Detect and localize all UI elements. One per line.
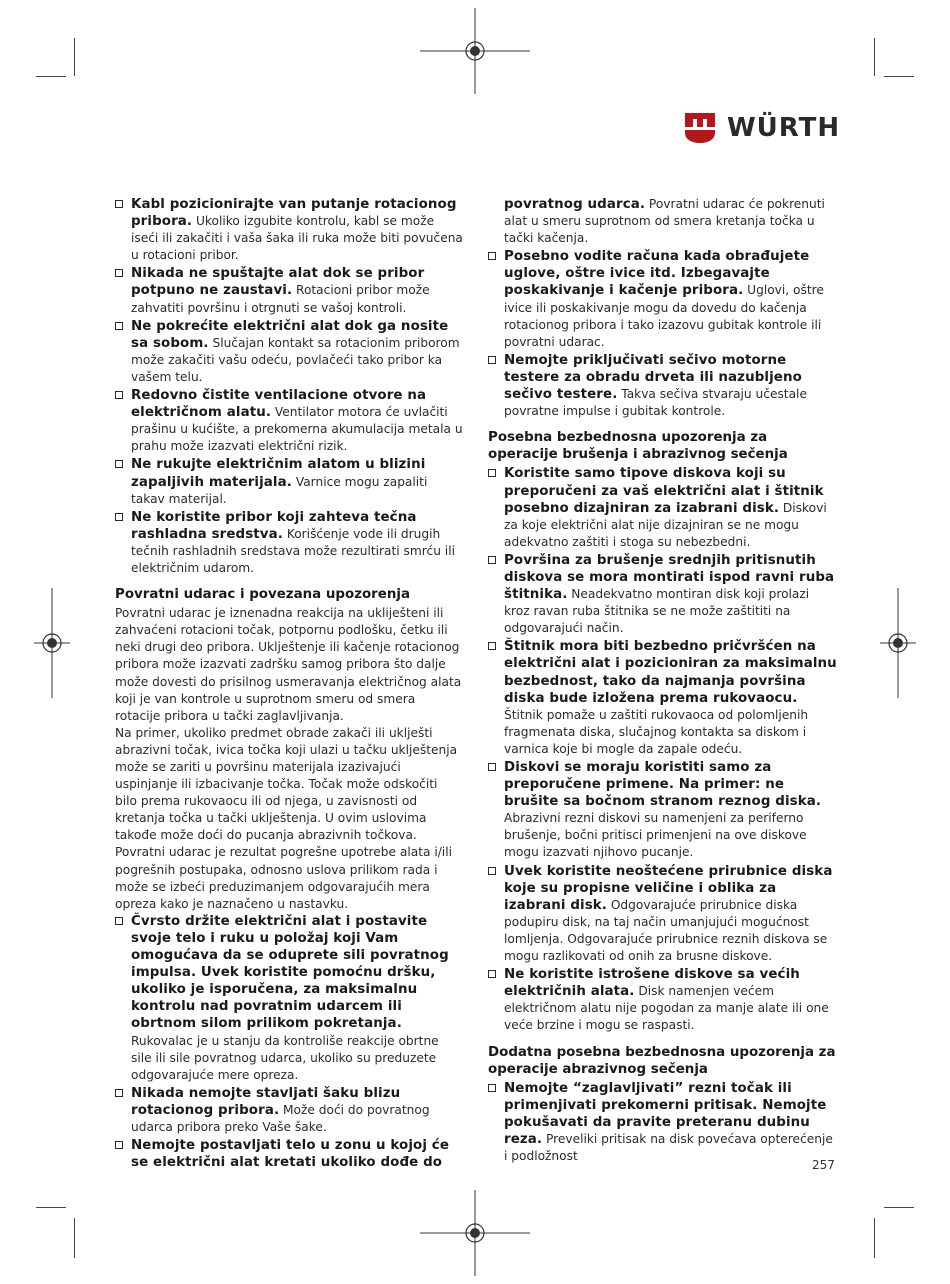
list-item: Nikada nemojte stavljati šaku blizu rotacionog pribora. Može doći do povratnog udarca pribora preko Vaše šake. <box>115 1085 463 1136</box>
checkbox-bullet-icon <box>115 1089 123 1097</box>
brand-name: WÜRTH <box>727 113 841 143</box>
list-item: Ne koristite pribor koji zahteva tečna rashladna sredstva. Korišćenje vode ili drugih tečnih rashladnih sredstava može rezultirati smrću ili električnim udarom. <box>115 509 463 577</box>
checkbox-bullet-icon <box>488 356 496 364</box>
checkbox-bullet-icon <box>488 1084 496 1092</box>
list-item: Nikada ne spuštajte alat dok se pribor potpuno ne zaustavi. Rotacioni pribor može zahvatiti površinu i otrgnuti se vašoj kontroli. <box>115 265 463 316</box>
paragraph: Na primer, ukoliko predmet obrade zakači ili uklješti abrazivni točak, ivica točka koji ulazi u tačku uklještenja može se zariti u površinu materijala izazivajući uspinjanje ili izbacivanje točka. Točak može odskočiti bilo prema rukovaocu ili od njega, u zavisnosti od kretanja točka u tački uklještenja. U ovim uslovima takođe može doći do pucanja abrazivnih točkova. Povratni udarac je rezultat pogrešne upotrebe alata i/ili pogrešnih postupaka, odnosno uslova prilikom rada i može se izbeći preduzimanjem odgovarajućih mera opreza kako je naznačeno u nastavku. <box>115 725 458 911</box>
section-heading: Povratni udarac i povezana upozorenja <box>115 587 411 603</box>
crop-mark <box>884 1207 914 1208</box>
checkbox-bullet-icon <box>115 917 123 925</box>
checkbox-bullet-icon <box>488 970 496 978</box>
list-item: Ne pokrećite električni alat dok ga nosite sa sobom. Slučajan kontakt sa rotacionim priborom može zakačiti vašu odeću, povlačeći tako pribor ka vašem telu. <box>115 318 463 386</box>
checkbox-bullet-icon <box>115 513 123 521</box>
list-item: Kabl pozicionirajte van putanje rotacionog pribora. Ukoliko izgubite kontrolu, kabl se može iseći ili zakačiti i vaša šaka ili ruka može biti povučena u rotacioni pribor. <box>115 196 463 264</box>
list-item: Uvek koristite neoštećene prirubnice diska koje su propisne veličine i oblika za izabrani disk. Odgovarajuće prirubnice diska podupiru disk, na taj način umanjujući mogućnost lomljenja. Odgovarajuće prirubnice reznih diskova se mogu razlikovati od onih za brusne diskove. <box>488 863 838 966</box>
registration-mark-icon <box>420 8 530 94</box>
list-item-continuation: povratnog udarca. Povratni udarac će pokrenuti alat u smeru suprotnom od smera kretanja točka u tački kačenja. <box>504 197 825 246</box>
registration-mark-icon <box>34 588 70 698</box>
crop-mark <box>36 76 66 77</box>
checkbox-bullet-icon <box>488 252 496 260</box>
list-item: Čvrsto držite električni alat i postavite svoje telo i ruku u položaj koji Vam omogućava da se oduprete sili povratnog impulsa. Uvek koristite pomoćnu dršku, ukoliko je isporučena, za maksimalnu kontrolu nad povratnim udarcem ili obrtnom silom prilikom pokretanja. Rukovalac je u stanju da kontroliše reakcije obrtne sile ili sile povratnog udarca, ukoliko su preduzete odgovarajuće mere opreza. <box>115 913 463 1084</box>
checkbox-bullet-icon <box>488 642 496 650</box>
checkbox-bullet-icon <box>488 763 496 771</box>
wurth-logo <box>683 110 840 146</box>
checkbox-bullet-icon <box>115 460 123 468</box>
crop-mark <box>74 1218 75 1258</box>
registration-mark-icon <box>880 588 916 698</box>
checkbox-bullet-icon <box>115 269 123 277</box>
list-item: Redovno čistite ventilacione otvore na električnom alatu. Ventilator motora će uvlačiti prašinu u kućište, a prekomerna akumulacija metala u prahu može izazvati električni rizik. <box>115 387 463 455</box>
page-number: 257 <box>812 1158 835 1172</box>
list-item: Ne koristite istrošene diskove sa većih električnih alata. Disk namenjen većem električnom alatu nije pogodan za manje alate ili one veće brzine i mogu se raspasti. <box>488 966 838 1034</box>
checkbox-bullet-icon <box>115 200 123 208</box>
checkbox-bullet-icon <box>115 1141 123 1149</box>
checkbox-bullet-icon <box>115 322 123 330</box>
left-column <box>115 196 463 1172</box>
list-item: Površina za brušenje srednjih pritisnutih diskova se mora montirati ispod ravni ruba štitnika. Neadekvatno montiran disk koji prolazi kroz ravan ruba štitnika se ne može zaštititi na odgovarajući način. <box>488 552 838 637</box>
list-item: Koristite samo tipove diskova koji su preporučeni za vaš električni alat i štitnik posebno dizajniran za izabrani disk. Diskovi za koje električni alat nije dizajniran se ne mogu adekvatno zaštiti i stoga su nebezbedni. <box>488 465 838 550</box>
section-heading: Posebna bezbednosna upozorenja za operacije brušenja i abrazivnog sečenja <box>488 430 788 463</box>
section-heading: Dodatna posebna bezbednosna upozorenja za operacije abrazivnog sečenja <box>488 1044 836 1077</box>
list-item: Nemojte priključivati sečivo motorne testere za obradu drveta ili nazubljeno sečivo testere. Takva sečiva stvaraju učestale povratne impulse i gubitak kontrole. <box>488 352 838 420</box>
checkbox-bullet-icon <box>115 391 123 399</box>
list-item: Nemojte postavljati telo u zonu u kojoj će se električni alat kretati ukoliko dođe do <box>115 1137 463 1171</box>
list-item: Nemojte “zaglavljivati” rezni točak ili primenjivati prekomerni pritisak. Nemojte pokušavati da pravite preteranu dubinu reza. Preveliki pritisak na disk povećava opterećenje i podložnost <box>488 1080 838 1165</box>
registration-mark-icon <box>420 1190 530 1276</box>
crop-mark <box>74 38 75 76</box>
list-item: Diskovi se moraju koristiti samo za preporučene primene. Na primer: ne brušite sa bočnom stranom reznog diska. Abrazivni rezni diskovi su namenjeni za periferno brušenje, bočni pritisci primenjeni na ove diskove mogu izazvati njihovo pucanje. <box>488 759 838 862</box>
crop-mark <box>874 38 875 76</box>
crop-mark <box>884 76 914 77</box>
wurth-logo-icon <box>683 111 717 145</box>
list-item: Štitnik mora biti bezbedno pričvršćen na električni alat i pozicioniran za maksimalnu bezbednost, tako da najmanja površina diska bude izložena prema rukovaocu. Štitnik pomaže u zaštiti rukovaoca od polomljenih fragmenata diska, slučajnog kontakta sa diskom i varnica koje bi mogle da zapale odeću. <box>488 638 838 758</box>
paragraph: Povratni udarac je iznenadna reakcija na ukliješteni ili zahvaćeni rotacioni točak, potpornu podlošku, četku ili neki drugi deo pribora. Uklještenje ili kačenje rotacionog pribora može izazvati zadršku samog pribora što dalje može dovesti do prisilnog usmeravanja električnog alata koji je van kontrole u suprotnom smeru od smera rotacije pribora u tački zaglavljivanja. <box>115 606 462 723</box>
checkbox-bullet-icon <box>488 556 496 564</box>
checkbox-bullet-icon <box>488 867 496 875</box>
crop-mark <box>874 1218 875 1258</box>
checkbox-bullet-icon <box>488 469 496 477</box>
crop-mark <box>36 1207 66 1208</box>
right-column <box>488 196 838 1166</box>
list-item: Ne rukujte električnim alatom u blizini zapaljivih materijala. Varnice mogu zapaliti takav materijal. <box>115 456 463 507</box>
list-item: Posebno vodite računa kada obrađujete uglove, oštre ivice itd. Izbegavajte poskakivanje i kačenje pribora. Uglovi, oštre ivice ili poskakivanje mogu da dovedu do kačenja rotacionog pribora i tako izazovu gubitak kontrole ili povratni udarac. <box>488 248 838 351</box>
